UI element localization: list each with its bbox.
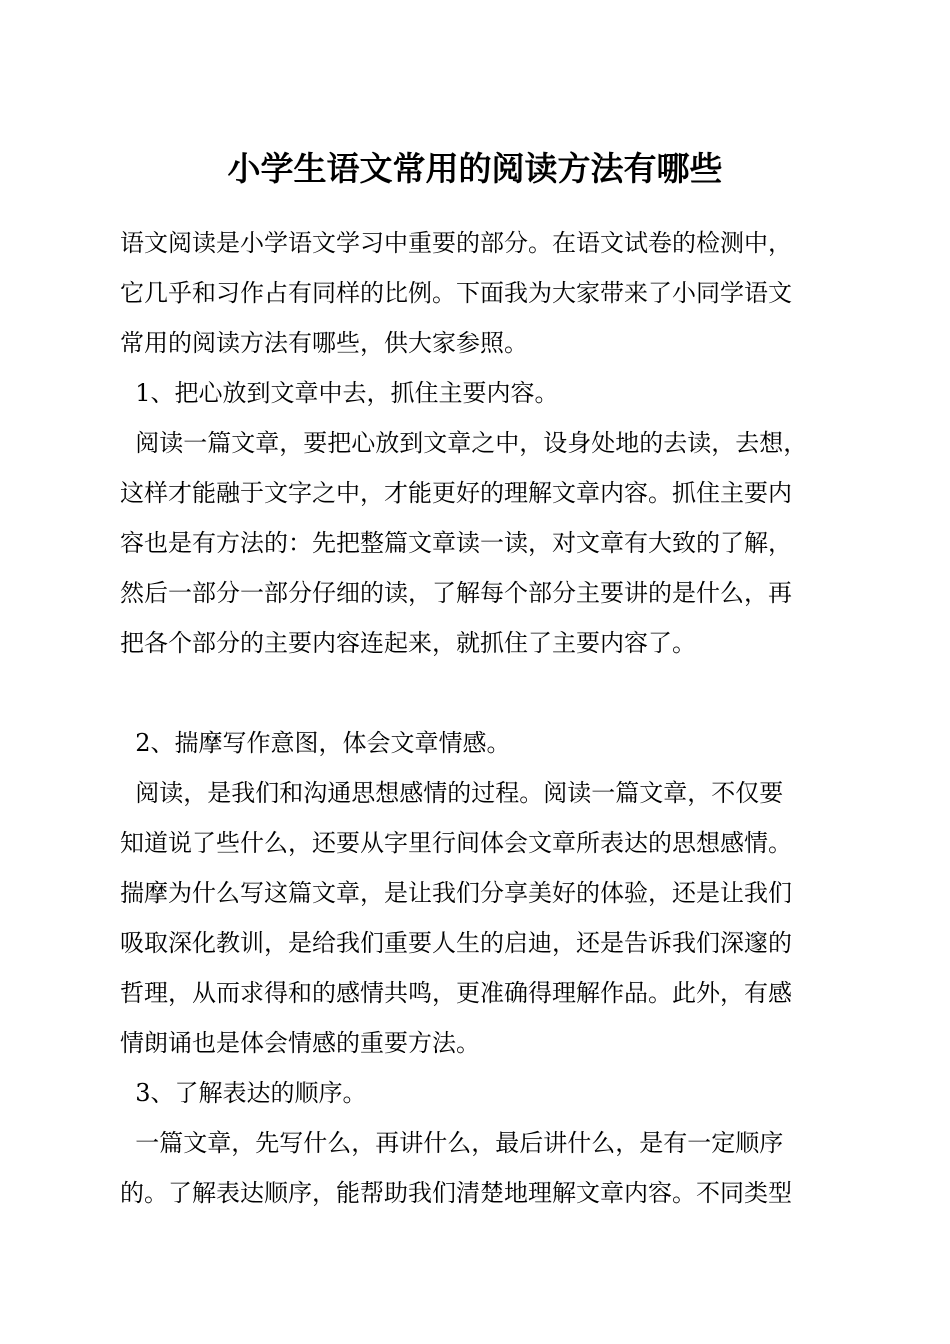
text-line: 一篇文章，先写什么，再讲什么，最后讲什么，是有一定顺序 xyxy=(120,1129,784,1157)
text-line: 阅读一篇文章，要把心放到文章之中，设身处地的去读，去想， xyxy=(120,429,808,457)
text-line: 情朗诵也是体会情感的重要方法。 xyxy=(120,1029,480,1057)
text-line: 容也是有方法的：先把整篇文章读一读，对文章有大致的了解， xyxy=(120,529,792,557)
text-line: 阅读，是我们和沟通思想感情的过程。阅读一篇文章，不仅要 xyxy=(120,779,784,807)
text-line: 语文阅读是小学语文学习中重要的部分。在语文试卷的检测中， xyxy=(120,229,792,257)
text-line: 把各个部分的主要内容连起来，就抓住了主要内容了。 xyxy=(120,629,696,657)
text-line: 哲理，从而求得和的感情共鸣，更准确得理解作品。此外，有感 xyxy=(120,979,792,1007)
section-heading-3: 3、了解表达的顺序。 xyxy=(120,1079,367,1107)
document-title: 小学生语文常用的阅读方法有哪些 xyxy=(227,149,723,188)
paragraph-gap xyxy=(120,668,842,718)
text-line: 的。了解表达顺序，能帮助我们清楚地理解文章内容。不同类型 xyxy=(120,1179,792,1207)
section-heading-1: 1、把心放到文章中去，抓住主要内容。 xyxy=(120,379,559,407)
text-line: 常用的阅读方法有哪些，供大家参照。 xyxy=(120,329,528,357)
text-line: 它几乎和习作占有同样的比例。下面我为大家带来了小同学语文 xyxy=(120,279,792,307)
document-body xyxy=(120,218,842,1218)
text-line: 揣摩为什么写这篇文章，是让我们分享美好的体验，还是让我们 xyxy=(120,879,792,907)
text-line: 知道说了些什么，还要从字里行间体会文章所表达的思想感情。 xyxy=(120,829,792,857)
text-line: 然后一部分一部分仔细的读，了解每个部分主要讲的是什么，再 xyxy=(120,579,792,607)
text-line: 吸取深化教训，是给我们重要人生的启迪，还是告诉我们深邃的 xyxy=(120,929,792,957)
section-heading-2: 2、揣摩写作意图，体会文章情感。 xyxy=(120,729,511,757)
text-line: 这样才能融于文字之中，才能更好的理解文章内容。抓住主要内 xyxy=(120,479,792,507)
